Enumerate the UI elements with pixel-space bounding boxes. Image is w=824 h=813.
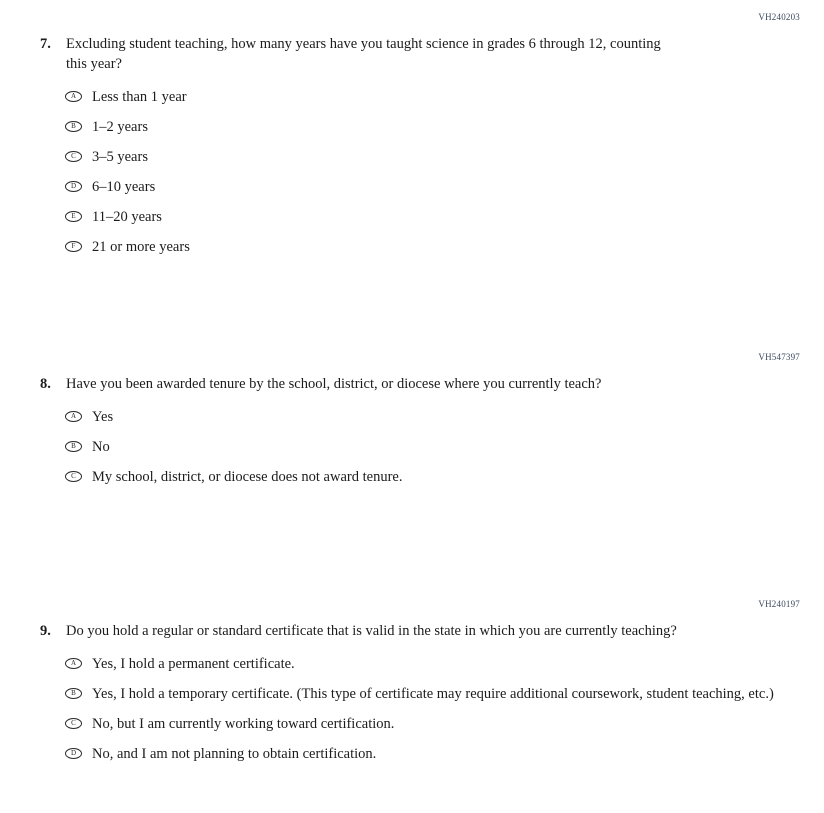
- question-9-number: 9.: [40, 623, 51, 639]
- question-7-option-e[interactable]: [65, 207, 824, 227]
- question-8-options: [65, 407, 824, 487]
- radio-bubble-icon[interactable]: [65, 471, 82, 482]
- radio-bubble-icon[interactable]: [65, 411, 82, 422]
- question-7-block: [0, 12, 824, 267]
- option-letter: C: [71, 719, 76, 727]
- option-label: Less than 1 year: [92, 89, 187, 105]
- question-7-option-f[interactable]: [65, 237, 824, 257]
- question-7-option-d[interactable]: [65, 177, 824, 197]
- question-9-prompt: Do you hold a regular or standard certificate that is valid in the state in which you are currently teaching?: [66, 623, 677, 639]
- option-letter: B: [71, 122, 76, 130]
- option-label: 11–20 years: [92, 209, 162, 225]
- radio-bubble-icon[interactable]: [65, 91, 82, 102]
- radio-bubble-icon[interactable]: [65, 181, 82, 192]
- radio-bubble-icon[interactable]: [65, 718, 82, 729]
- question-7-accession-code: VH240203: [758, 12, 800, 22]
- option-letter: C: [71, 152, 76, 160]
- question-8-prompt: Have you been awarded tenure by the school, district, or diocese where you currently teach?: [66, 376, 602, 392]
- option-label: No, and I am not planning to obtain certification.: [92, 746, 377, 762]
- question-9-option-c[interactable]: [65, 714, 824, 734]
- option-letter: B: [71, 442, 76, 450]
- question-8-option-a[interactable]: [65, 407, 824, 427]
- radio-bubble-icon[interactable]: [65, 151, 82, 162]
- question-7-prompt: Excluding student teaching, how many years have you taught science in grades 6 through 12, counting this year?: [66, 36, 661, 72]
- radio-bubble-icon[interactable]: [65, 658, 82, 669]
- question-9-option-b[interactable]: [65, 684, 824, 704]
- option-letter: A: [70, 412, 77, 420]
- option-label: 1–2 years: [92, 119, 148, 135]
- radio-bubble-icon[interactable]: [65, 121, 82, 132]
- question-8-accession-code: VH547397: [758, 352, 800, 362]
- question-9-accession-code: VH240197: [758, 599, 800, 609]
- option-label: Yes, I hold a temporary certificate. (This type of certificate may require additional coursework, student teaching, etc.): [92, 686, 774, 702]
- question-9-options: [65, 654, 824, 764]
- question-8-prompt-row: [40, 374, 824, 394]
- radio-bubble-icon[interactable]: [65, 211, 82, 222]
- option-label: No: [92, 439, 110, 455]
- option-letter: F: [71, 242, 76, 250]
- question-9-option-a[interactable]: [65, 654, 824, 674]
- option-letter: A: [70, 92, 77, 100]
- option-letter: A: [70, 659, 77, 667]
- option-letter: C: [71, 472, 76, 480]
- question-7-option-c[interactable]: [65, 147, 824, 167]
- option-label: 6–10 years: [92, 179, 156, 195]
- option-letter: D: [70, 182, 77, 190]
- option-label: 3–5 years: [92, 149, 148, 165]
- question-9-prompt-row: [40, 621, 824, 641]
- option-label: Yes: [92, 409, 114, 425]
- question-8-block: [0, 352, 824, 497]
- question-7-prompt-row: [40, 34, 824, 74]
- question-8-option-c[interactable]: [65, 467, 824, 487]
- question-9-option-d[interactable]: [65, 744, 824, 764]
- option-letter: E: [71, 212, 76, 220]
- radio-bubble-icon[interactable]: [65, 688, 82, 699]
- radio-bubble-icon[interactable]: [65, 241, 82, 252]
- question-7-number: 7.: [40, 36, 51, 52]
- question-7-option-a[interactable]: [65, 87, 824, 107]
- option-label: 21 or more years: [92, 239, 190, 255]
- option-letter: B: [71, 689, 76, 697]
- radio-bubble-icon[interactable]: [65, 441, 82, 452]
- option-label: No, but I am currently working toward certification.: [92, 716, 395, 732]
- question-7-options: [65, 87, 824, 257]
- question-7-option-b[interactable]: [65, 117, 824, 137]
- question-8-number: 8.: [40, 376, 51, 392]
- question-8-option-b[interactable]: [65, 437, 824, 457]
- radio-bubble-icon[interactable]: [65, 748, 82, 759]
- option-letter: D: [70, 749, 77, 757]
- option-label: Yes, I hold a permanent certificate.: [92, 656, 295, 672]
- question-9-block: [0, 599, 824, 774]
- option-label: My school, district, or diocese does not award tenure.: [92, 469, 403, 485]
